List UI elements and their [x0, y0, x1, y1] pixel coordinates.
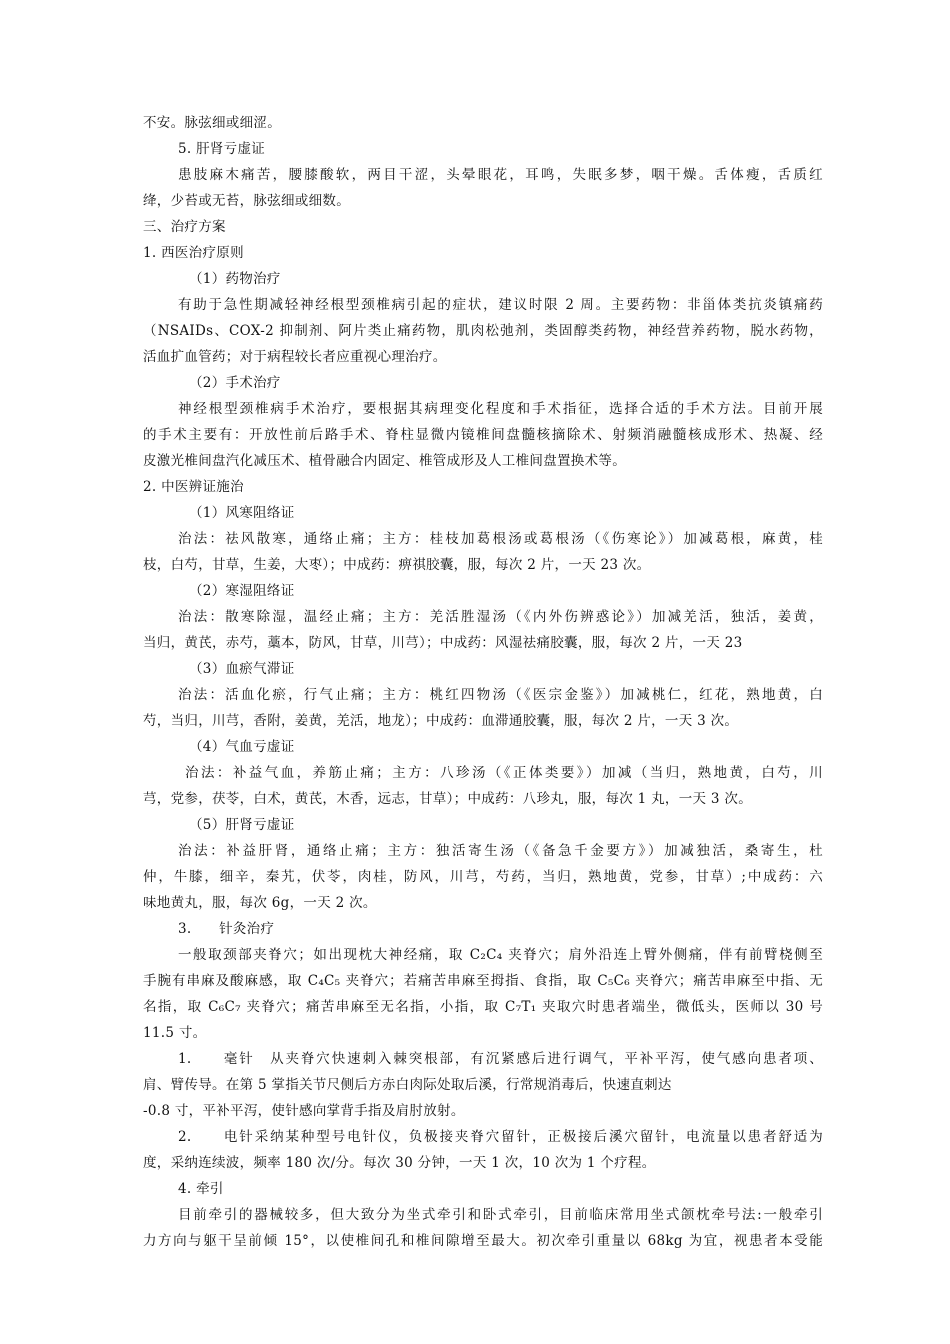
text-line: 活血扩血管药；对于病程较长者应重视心理治疗。 — [143, 349, 447, 365]
text-line: 一般取颈部夹脊穴；如出现枕大神经痛，取 C₂C₄ 夹脊穴；肩外沿连上臂外侧痛，伴有前臂桡侧至 — [178, 947, 823, 963]
text-line: 治法：补益气血，养筋止痛；主方：八珍汤（《正体类要》）加减（当归，熟地黄，白芍，川 — [185, 765, 823, 781]
text-line: （2）手术治疗 — [189, 375, 281, 391]
text-line: 4. 牵引 — [178, 1181, 224, 1197]
text-line: 治法：活血化瘀，行气止痛；主方：桃红四物汤（《医宗金鉴》）加减桃仁，红花，熟地黄，白 — [178, 687, 823, 703]
text-line: 3. 针灸治疗 — [178, 921, 275, 937]
text-line: 1. 西医治疗原则 — [143, 245, 244, 261]
text-line: （1）风寒阻络证 — [189, 505, 295, 521]
text-line: 度，采纳连续波，频率 180 次/分。每次 30 分钟，一天 1 次，10 次为 1 个疗程。 — [143, 1155, 656, 1171]
text-line: 皮激光椎间盘汽化减压术、植骨融合内固定、椎管成形及人工椎间盘置换术等。 — [143, 453, 626, 469]
text-line: 芎，党参，茯苓，白术，黄芪，木香，远志，甘草）；中成药：八珍丸，服，每次 1 丸，一天 3 次。 — [143, 791, 752, 807]
text-line: 芍，当归，川芎，香附，姜黄，羌活，地龙）；中成药：血滞通胶囊，服，每次 2 片，一天 3 次。 — [143, 713, 739, 729]
text-line: 肩、臂传导。在第 5 掌指关节尺侧后方赤白肉际处取后溪，行常规消毒后，快速直刺达 — [143, 1077, 672, 1093]
text-line: 2. 中医辨证施治 — [143, 479, 244, 495]
text-line: 治法：散寒除湿，温经止痛；主方：羌活胜湿汤（《内外伤辨惑论》）加减羌活，独活，姜黄， — [178, 609, 823, 625]
text-line: （5）肝肾亏虚证 — [189, 817, 295, 833]
text-line: 5. 肝肾亏虚证 — [178, 141, 266, 157]
text-line: -0.8 寸，平补平泻，使针感向掌背手指及肩肘放射。 — [143, 1103, 465, 1119]
text-line: 仲，牛膝，细辛，秦艽，伏苓，肉桂，防风，川芎，芍药，当归，熟地黄，党参，甘草）;中成药：六 — [143, 869, 823, 885]
text-line: 11.5 寸。 — [143, 1025, 207, 1041]
text-line: 味地黄丸，服，每次 6g，一天 2 次。 — [143, 895, 377, 911]
text-line: 目前牵引的器械较多，但大致分为坐式牵引和卧式牵引，目前临床常用坐式颌枕牵号法:一般牵引 — [178, 1207, 823, 1223]
text-line: （2）寒湿阻络证 — [189, 583, 295, 599]
text-line: 枝，白芍，甘草，生姜，大枣）；中成药：痹祺胶囊，服，每次 2 片，一天 23 次。 — [143, 557, 651, 573]
text-line: （4）气血亏虚证 — [189, 739, 295, 755]
text-line: 治法：补益肝肾，通络止痛；主方：独活寄生汤（《备急千金要方》）加减独活，桑寄生，杜 — [178, 843, 823, 859]
text-line: 患肢麻木痛苦，腰膝酸软，两目干涩，头晕眼花，耳鸣，失眠多梦，咽干燥。舌体瘦，舌质红 — [178, 167, 823, 183]
document-page — [143, 110, 823, 1254]
text-line: 2. 电针采纳某种型号电针仪，负极接夹脊穴留针，正极接后溪穴留针，电流量以患者舒适为 — [178, 1129, 823, 1145]
text-line: 的手术主要有：开放性前后路手术、脊柱显微内镜椎间盘髓核摘除术、射频消融髓核成形术、热凝、经 — [143, 427, 823, 443]
text-line: 有助于急性期减轻神经根型颈椎病引起的症状，建议时限 2 周。主要药物：非甾体类抗炎镇痛药 — [178, 297, 823, 313]
text-line: 当归，黄芪，赤芍，藁本，防风，甘草，川芎）；中成药：风湿祛痛胶囊，服，每次 2 片，一天 23 — [143, 635, 743, 651]
text-line: （1）药物治疗 — [189, 271, 281, 287]
text-line: （NSAIDs、COX-2 抑制剂、阿片类止痛药物，肌肉松弛剂，类固醇类药物，神经营养药物，脱水药物， — [143, 323, 823, 339]
text-line: 1. 毫针 从夹脊穴快速刺入棘突根部，有沉紧感后进行调气，平补平泻，使气感向患者项、 — [178, 1051, 823, 1067]
text-line: 不安。脉弦细或细涩。 — [143, 115, 281, 131]
text-line: 名指，取 C₆C₇ 夹脊穴；痛苦串麻至无名指，小指，取 C₇T₁ 夹取穴时患者端坐，微低头，医师以 30 号 — [143, 999, 823, 1015]
text-line: 神经根型颈椎病手术治疗，要根据其病理变化程度和手术指征，选择合适的手术方法。目前开展 — [178, 401, 823, 417]
text-line: 三、治疗方案 — [143, 219, 226, 235]
text-line: 治法：祛风散寒，通络止痛；主方：桂枝加葛根汤或葛根汤（《伤寒论》）加减葛根，麻黄，桂 — [178, 531, 823, 547]
text-line: 手腕有串麻及酸麻感，取 C₄C₅ 夹脊穴；若痛苦串麻至拇指、食指，取 C₅C₆ 夹脊穴；痛苦串麻至中指、无 — [143, 973, 823, 989]
text-line: 力方向与躯干呈前倾 15°，以使椎间孔和椎间隙增至最大。初次牵引重量以 68kg 为宜，视患者本受能 — [143, 1233, 823, 1249]
text-line: （3）血瘀气滞证 — [189, 661, 295, 677]
text-line: 绛，少苔或无苔，脉弦细或细数。 — [143, 193, 350, 209]
